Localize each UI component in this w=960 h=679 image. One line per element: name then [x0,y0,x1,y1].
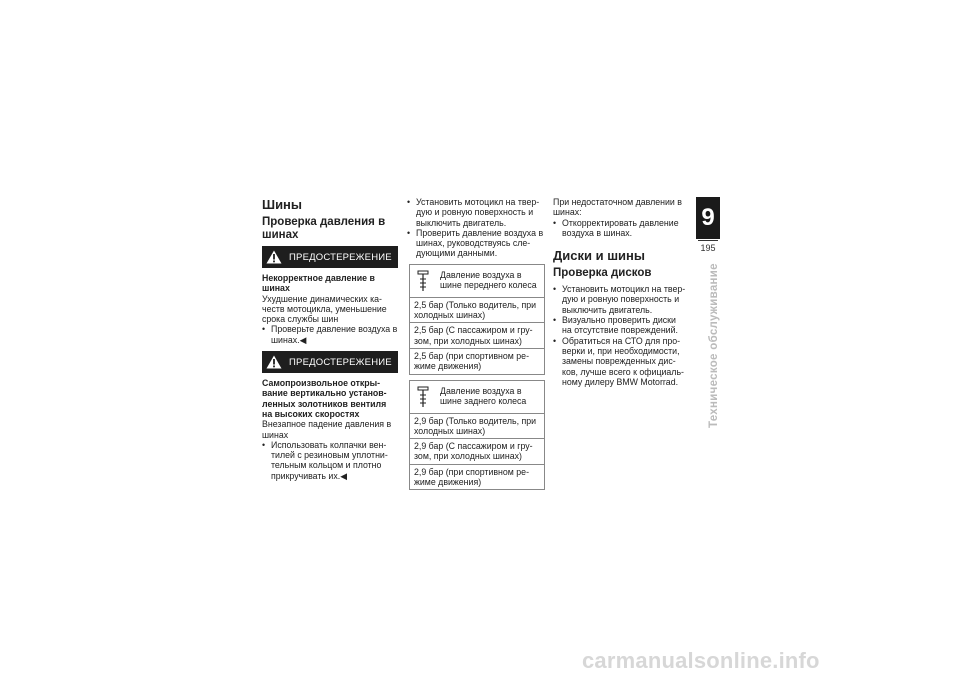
column-middle [407,197,544,493]
table-header-text: Давление воздуха в шине заднего колеса [440,385,527,406]
warning-triangle-icon [266,250,282,264]
intro-text: При недостаточном давлении в шинах: [553,197,682,218]
column-left [262,197,398,481]
table-header [410,381,544,414]
heading-tire-pressure: Проверка давления в шинах [262,216,386,241]
warning-1-bullet: • Проверьте давление воздуха в шинах.◀ [262,324,398,345]
rear-tire-pressure-table [409,380,545,491]
table-header-text: Давление воздуха в шине переднего колеса [440,269,537,291]
list-item: • Визуально проверить диски на отсутствие повреждений. [553,315,686,336]
section-side-title: Техническое обслуживание [708,263,720,428]
warning-label: ПРЕДОСТЕРЕЖЕНИЕ [289,356,392,368]
list-item: • Обратиться на СТО для про-верки и, при необходимости, замены поврежденных дис-ков, лучше всего к официаль-ному дилеру BMW Motorrad. [553,336,686,387]
warning-triangle-icon [266,355,282,369]
table-row: 2,5 бар (при спортивном ре-жиме движения) [414,350,530,372]
list-item: • Откорректировать давление воздуха в шинах. [553,218,686,239]
section-title: Шины [262,197,303,212]
table-row: 2,5 бар (С пассажиром и гру-зом, при холодных шинах) [410,323,544,349]
table-header [410,265,544,298]
divider [698,240,718,241]
warning-banner-1 [262,246,398,268]
tire-pressure-gauge-icon [416,386,430,408]
list-item: • Установить мотоцикл на твер-дую и ровную поверхность и выключить двигатель. [553,284,686,315]
warning-2-title: Самопроизвольное откры-вание вертикально установ-ленных золотников вентиля на высоких скоростях [262,378,387,419]
heading-disc-check: Проверка дисков [553,267,652,280]
list-item: • Проверить давление воздуха в шинах, руководствуясь сле-дующими данными. [407,228,544,259]
page-number: 195 [700,243,716,253]
warning-banner-2 [262,351,398,373]
warning-label: ПРЕДОСТЕРЕЖЕНИЕ [289,251,392,263]
warning-1-text: Ухудшение динамических ка-честв мотоцикла, уменьшение срока службы шин [262,293,387,325]
warning-2-bullet: • Использовать колпачки вен-тилей с резиновым уплотни-тельным кольцом и плотно прикручивать их.◀ [262,440,398,481]
section-title: Диски и шины [553,248,645,264]
table-row: 2,9 бар (С пассажиром и гру-зом, при холодных шинах) [410,439,544,465]
chapter-badge: 9 [696,197,720,239]
table-row: 2,9 бар (Только водитель, при холодных шинах) [410,414,544,440]
warning-2-text: Внезапное падение давления в шинах [262,419,392,440]
warning-1-title: Некорректное давление в шинах [262,273,375,294]
watermark: carmanualsonline.info [582,648,820,673]
table-row: 2,9 бар (при спортивном ре-жиме движения) [414,466,530,488]
list-item: • Установить мотоцикл на твер-дую и ровную поверхность и выключить двигатель. [407,197,544,228]
column-right [553,197,686,387]
tire-pressure-gauge-icon [416,270,430,292]
table-row: 2,5 бар (Только водитель, при холодных шинах) [410,298,544,324]
front-tire-pressure-table [409,264,545,375]
